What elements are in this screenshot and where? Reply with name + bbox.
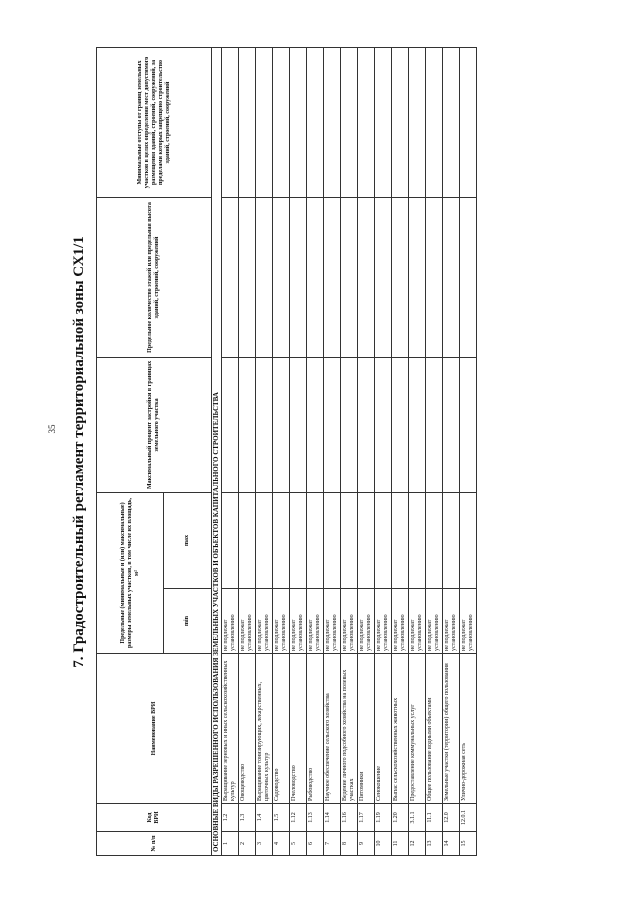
row-percent — [358, 357, 375, 492]
row-floors — [273, 197, 290, 357]
row-value: не подлежат установлению — [426, 589, 443, 654]
row-number: 11 — [392, 832, 409, 856]
header-row — [97, 47, 164, 855]
section-row — [212, 47, 222, 855]
row-number: 13 — [426, 832, 443, 856]
row-percent — [307, 357, 324, 492]
row-name: Ведение личного подсобного хозяйства на полевых участках — [341, 654, 358, 804]
row-setback — [290, 47, 307, 197]
row-code: 1.17 — [358, 804, 375, 832]
header-area: Предельные (минимальные и (или) максимальные) размеры земельных участков, в том числе их площадь, м² — [97, 492, 164, 653]
row-floors — [358, 197, 375, 357]
row-setback — [273, 47, 290, 197]
row-max — [392, 492, 409, 588]
row-max — [426, 492, 443, 588]
header-percent: Максимальный процент застройки в границах земельного участка — [97, 357, 212, 492]
row-setback — [256, 47, 273, 197]
row-floors — [324, 197, 341, 357]
row-max — [409, 492, 426, 588]
row-percent — [375, 357, 392, 492]
row-floors — [426, 197, 443, 357]
row-setback — [239, 47, 256, 197]
row-number: 15 — [460, 832, 477, 856]
table-row — [358, 47, 375, 855]
row-code: 1.12 — [290, 804, 307, 832]
row-max — [375, 492, 392, 588]
row-max — [443, 492, 460, 588]
row-code: 12.0 — [443, 804, 460, 832]
row-code: 1.2 — [222, 804, 239, 832]
row-name: Сенокошение — [375, 654, 392, 804]
row-value: не подлежат установлению — [222, 589, 239, 654]
table-row — [409, 47, 426, 855]
row-setback — [222, 47, 239, 197]
row-name: Пчеловодство — [290, 654, 307, 804]
row-max — [256, 492, 273, 588]
row-number: 1 — [222, 832, 239, 856]
row-setback — [307, 47, 324, 197]
row-name: Овощеводство — [239, 654, 256, 804]
row-max — [341, 492, 358, 588]
row-value: не подлежат установлению — [239, 589, 256, 654]
row-value: не подлежат установлению — [290, 589, 307, 654]
row-percent — [273, 357, 290, 492]
row-number: 9 — [358, 832, 375, 856]
table-row — [426, 47, 443, 855]
row-floors — [443, 197, 460, 357]
page-number: 35 — [47, 424, 57, 434]
row-setback — [426, 47, 443, 197]
row-percent — [324, 357, 341, 492]
header-name: Наименование ВРИ — [97, 654, 212, 804]
row-value: не подлежат установлению — [443, 589, 460, 654]
row-max — [460, 492, 477, 588]
row-code: 1.20 — [392, 804, 409, 832]
row-name: Выращивание зерновых и иных сельскохозяйственных культур — [222, 654, 239, 804]
table-row — [324, 47, 341, 855]
row-max — [290, 492, 307, 588]
table-row — [256, 47, 273, 855]
row-code: 1.5 — [273, 804, 290, 832]
row-value: не подлежат установлению — [341, 589, 358, 654]
row-setback — [324, 47, 341, 197]
row-value: не подлежат установлению — [392, 589, 409, 654]
header-max: max — [164, 492, 212, 588]
row-value: не подлежат установлению — [307, 589, 324, 654]
row-setback — [341, 47, 358, 197]
header-num: № п/п — [97, 832, 212, 856]
row-number: 8 — [341, 832, 358, 856]
row-percent — [239, 357, 256, 492]
row-name: Рыбоводство — [307, 654, 324, 804]
row-number: 5 — [290, 832, 307, 856]
table-row — [222, 47, 239, 855]
row-name: Предоставление коммунальных услуг — [409, 654, 426, 804]
row-max — [358, 492, 375, 588]
row-floors — [290, 197, 307, 357]
row-number: 7 — [324, 832, 341, 856]
row-percent — [460, 357, 477, 492]
row-floors — [239, 197, 256, 357]
header-floors: Предельное количество этажей или предельная высота зданий, строений, сооружений — [97, 197, 212, 357]
row-setback — [392, 47, 409, 197]
table-row — [307, 47, 324, 855]
row-max — [273, 492, 290, 588]
row-name: Общее пользование водными объектами — [426, 654, 443, 804]
table-row — [443, 47, 460, 855]
section-title: ОСНОВНЫЕ ВИДЫ РАЗРЕШЕННОГО ИСПОЛЬЗОВАНИЯ ЗЕМЕЛЬНЫХ УЧАСТКОВ И ОБЪЕКТОВ КАПИТАЛЬНОГО СТРОИТЕЛЬСТВА — [212, 47, 222, 855]
row-code: 12.0.1 — [460, 804, 477, 832]
row-number: 4 — [273, 832, 290, 856]
row-max — [222, 492, 239, 588]
row-code: 1.14 — [324, 804, 341, 832]
row-percent — [426, 357, 443, 492]
row-setback — [358, 47, 375, 197]
table-row — [375, 47, 392, 855]
table-row — [341, 47, 358, 855]
row-percent — [341, 357, 358, 492]
row-number: 10 — [375, 832, 392, 856]
table-row — [392, 47, 409, 855]
row-max — [307, 492, 324, 588]
row-floors — [222, 197, 239, 357]
row-code: 1.13 — [307, 804, 324, 832]
row-percent — [222, 357, 239, 492]
row-value: не подлежат установлению — [324, 589, 341, 654]
row-percent — [290, 357, 307, 492]
row-percent — [256, 357, 273, 492]
table-row — [290, 47, 307, 855]
page-title: 7. Градостроительный регламент территориальной зоны СХ1/1 — [71, 236, 87, 668]
row-name: Питомники — [358, 654, 375, 804]
row-floors — [392, 197, 409, 357]
rotated-content — [70, 42, 570, 862]
row-value: не подлежат установлению — [358, 589, 375, 654]
row-setback — [409, 47, 426, 197]
row-percent — [392, 357, 409, 492]
row-code: 1.4 — [256, 804, 273, 832]
row-name: Научное обеспечение сельского хозяйства — [324, 654, 341, 804]
row-number: 2 — [239, 832, 256, 856]
row-number: 3 — [256, 832, 273, 856]
row-name: Улично-дорожная сеть — [460, 654, 477, 804]
row-setback — [460, 47, 477, 197]
header-min: min — [164, 589, 212, 654]
row-code: 1.19 — [375, 804, 392, 832]
row-floors — [256, 197, 273, 357]
row-code: 3.1.1 — [409, 804, 426, 832]
row-max — [324, 492, 341, 588]
row-code: 11.1 — [426, 804, 443, 832]
row-code: 1.3 — [239, 804, 256, 832]
row-name: Земельные участки (территории) общего пользования — [443, 654, 460, 804]
row-number: 12 — [409, 832, 426, 856]
row-value: не подлежат установлению — [460, 589, 477, 654]
row-value: не подлежат установлению — [409, 589, 426, 654]
table-row — [239, 47, 256, 855]
header-code: Код ВРИ — [97, 804, 212, 832]
row-floors — [375, 197, 392, 357]
header-setback: Минимальные отступы от границ земельных участков в целях определения мест допустимого размещения зданий, строений, сооружений, за пределами которых запрещено строительство зданий, строений, сооружений — [97, 47, 212, 197]
table-row — [460, 47, 477, 855]
row-code: 1.16 — [341, 804, 358, 832]
regulation-table — [96, 47, 477, 856]
row-number: 6 — [307, 832, 324, 856]
row-name: Выпас сельскохозяйственных животных — [392, 654, 409, 804]
table-row — [273, 47, 290, 855]
row-setback — [375, 47, 392, 197]
row-floors — [307, 197, 324, 357]
row-max — [239, 492, 256, 588]
row-value: не подлежат установлению — [256, 589, 273, 654]
row-setback — [443, 47, 460, 197]
row-percent — [409, 357, 426, 492]
row-name: Выращивание тонизирующих, лекарственных, цветочных культур — [256, 654, 273, 804]
row-floors — [341, 197, 358, 357]
row-floors — [409, 197, 426, 357]
row-number: 14 — [443, 832, 460, 856]
row-value: не подлежат установлению — [375, 589, 392, 654]
row-value: не подлежат установлению — [273, 589, 290, 654]
row-percent — [443, 357, 460, 492]
row-floors — [460, 197, 477, 357]
row-name: Садоводство — [273, 654, 290, 804]
